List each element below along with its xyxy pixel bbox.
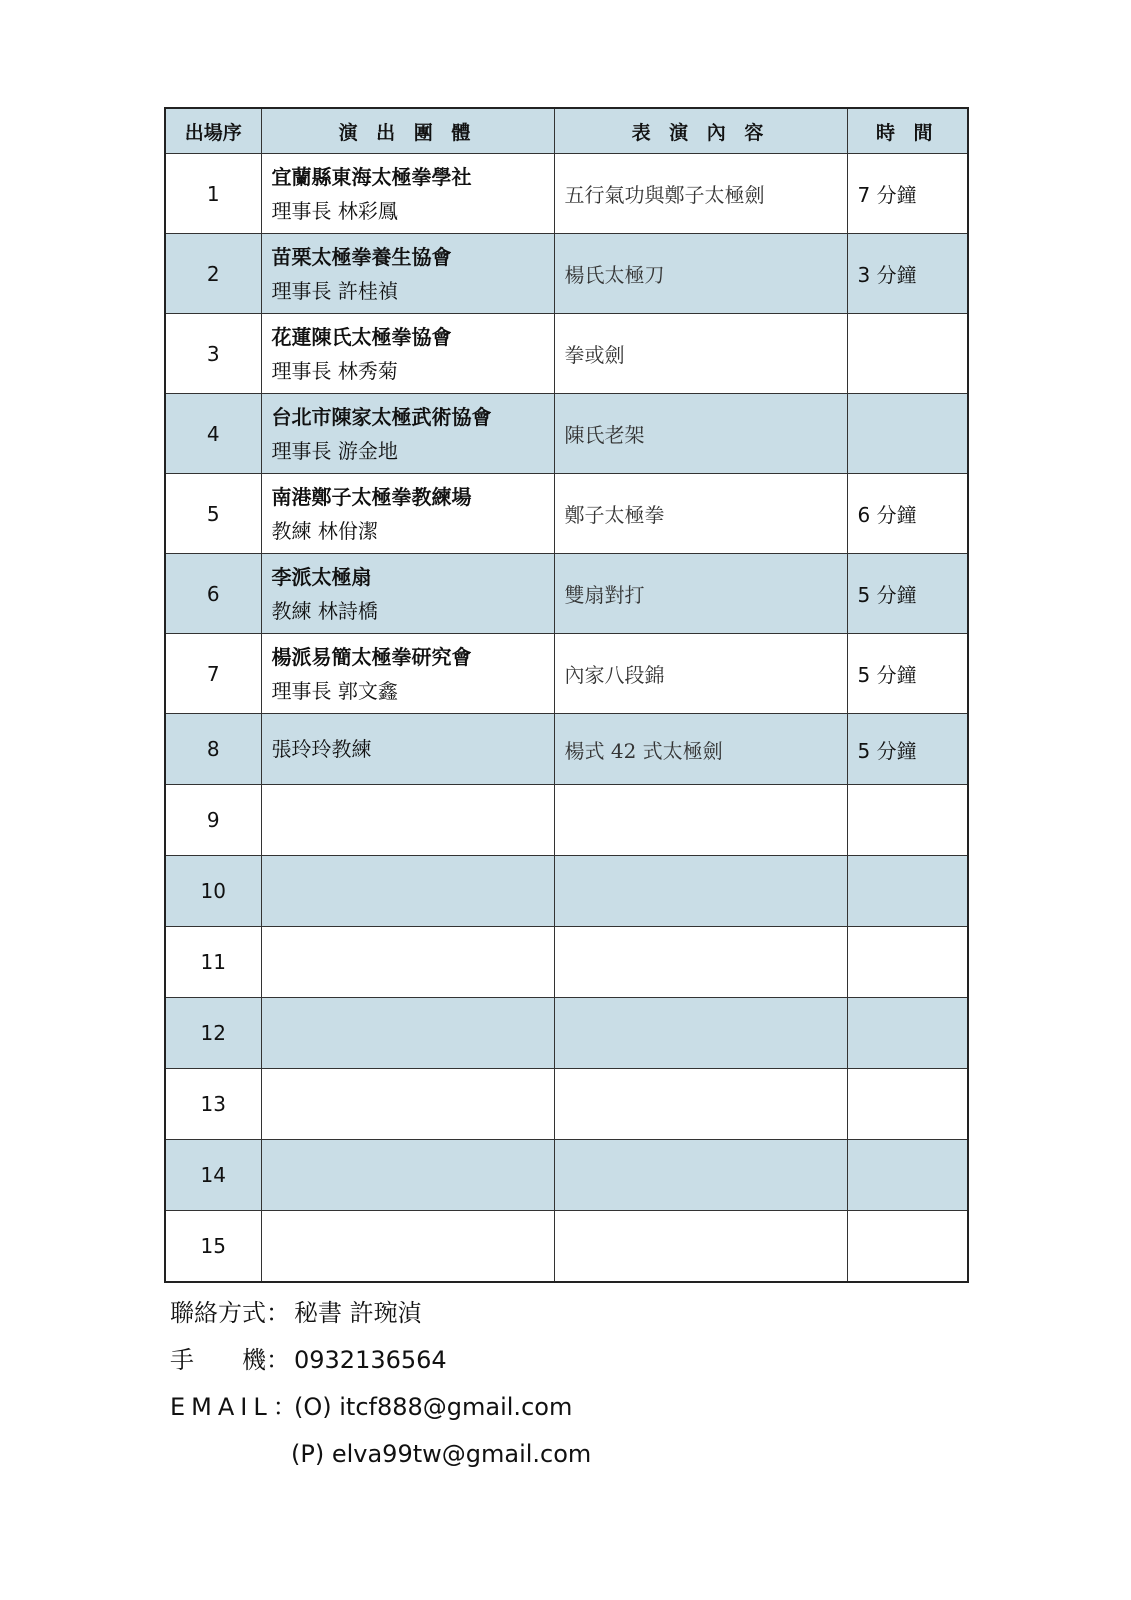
performance-schedule-table	[164, 107, 969, 1283]
group-cell	[261, 394, 554, 474]
group-cell	[261, 785, 554, 856]
table-row	[165, 154, 968, 234]
order-cell: 8	[165, 714, 261, 785]
table-header-row	[165, 108, 968, 154]
order-cell: 4	[165, 394, 261, 474]
contact-email-line-2	[170, 1431, 591, 1478]
table-row	[165, 927, 968, 998]
table-row	[165, 394, 968, 474]
contact-info	[170, 1290, 591, 1478]
time-cell	[847, 927, 968, 998]
time-cell: 5 分鐘	[847, 554, 968, 634]
order-cell: 1	[165, 154, 261, 234]
group-cell	[261, 998, 554, 1069]
order-cell: 5	[165, 474, 261, 554]
group-name: 台北市陳家太極武術協會	[271, 404, 492, 429]
table-row	[165, 634, 968, 714]
content-cell	[554, 1211, 847, 1283]
content-cell	[554, 1069, 847, 1140]
group-cell	[261, 1211, 554, 1283]
contact-person-line	[170, 1290, 591, 1337]
content-cell: 五行氣功與鄭子太極劍	[554, 154, 847, 234]
content-cell	[554, 856, 847, 927]
header-group: 演 出 團 體	[261, 108, 554, 154]
table-row	[165, 474, 968, 554]
time-cell	[847, 785, 968, 856]
order-cell: 3	[165, 314, 261, 394]
group-name: 楊派易簡太極拳研究會	[271, 644, 472, 669]
group-cell	[261, 927, 554, 998]
content-cell: 楊式 42 式太極劍	[554, 714, 847, 785]
table-row	[165, 554, 968, 634]
order-cell: 7	[165, 634, 261, 714]
time-cell: 3 分鐘	[847, 234, 968, 314]
email-label: EMAIL：	[170, 1393, 303, 1421]
order-cell: 15	[165, 1211, 261, 1283]
header-content: 表 演 內 容	[554, 108, 847, 154]
order-cell: 2	[165, 234, 261, 314]
order-cell: 13	[165, 1069, 261, 1140]
group-name: 苗栗太極拳養生協會	[271, 244, 452, 269]
content-cell: 楊氏太極刀	[554, 234, 847, 314]
group-name: 張玲玲教練	[271, 737, 372, 761]
table-row	[165, 234, 968, 314]
table-row	[165, 998, 968, 1069]
group-cell	[261, 714, 554, 785]
time-cell	[847, 1140, 968, 1211]
group-leader: 教練 林詩橋	[271, 598, 378, 623]
email-office: (O) itcf888@gmail.com	[294, 1393, 573, 1421]
order-cell: 12	[165, 998, 261, 1069]
table-row	[165, 314, 968, 394]
group-cell	[261, 234, 554, 314]
order-cell: 14	[165, 1140, 261, 1211]
content-cell	[554, 785, 847, 856]
group-leader: 理事長 林秀菊	[271, 358, 398, 383]
group-leader: 教練 林佾潔	[271, 518, 378, 543]
group-name: 李派太極扇	[271, 564, 372, 589]
group-cell	[261, 1069, 554, 1140]
contact-person: 秘書 許琬湞	[294, 1299, 422, 1327]
phone-label: 手 機：	[170, 1346, 290, 1374]
table-row	[165, 785, 968, 856]
table-row	[165, 1069, 968, 1140]
time-cell	[847, 394, 968, 474]
order-cell: 6	[165, 554, 261, 634]
group-cell	[261, 634, 554, 714]
group-cell	[261, 474, 554, 554]
content-cell: 陳氏老架	[554, 394, 847, 474]
content-cell: 拳或劍	[554, 314, 847, 394]
contact-phone-line	[170, 1337, 591, 1384]
content-cell: 雙扇對打	[554, 554, 847, 634]
phone-number: 0932136564	[294, 1346, 447, 1374]
email-personal: (P) elva99tw@gmail.com	[291, 1440, 592, 1468]
group-cell	[261, 154, 554, 234]
content-cell	[554, 927, 847, 998]
group-cell	[261, 856, 554, 927]
order-cell: 11	[165, 927, 261, 998]
time-cell: 7 分鐘	[847, 154, 968, 234]
header-order: 出場序	[165, 108, 261, 154]
table-row	[165, 1140, 968, 1211]
order-cell: 9	[165, 785, 261, 856]
header-time: 時 間	[847, 108, 968, 154]
content-cell: 鄭子太極拳	[554, 474, 847, 554]
time-cell	[847, 856, 968, 927]
table-row	[165, 714, 968, 785]
time-cell	[847, 314, 968, 394]
group-leader: 理事長 許桂禎	[271, 278, 398, 303]
order-cell: 10	[165, 856, 261, 927]
time-cell	[847, 998, 968, 1069]
group-leader: 理事長 林彩鳳	[271, 198, 398, 223]
group-leader: 理事長 游金地	[271, 438, 398, 463]
content-cell	[554, 998, 847, 1069]
group-cell	[261, 1140, 554, 1211]
group-name: 宜蘭縣東海太極拳學社	[271, 164, 472, 189]
time-cell	[847, 1211, 968, 1283]
content-cell	[554, 1140, 847, 1211]
time-cell: 6 分鐘	[847, 474, 968, 554]
time-cell	[847, 1069, 968, 1140]
group-leader: 理事長 郭文鑫	[271, 678, 398, 703]
group-cell	[261, 554, 554, 634]
time-cell: 5 分鐘	[847, 634, 968, 714]
time-cell: 5 分鐘	[847, 714, 968, 785]
table-row	[165, 1211, 968, 1283]
schedule-sheet	[164, 107, 967, 1283]
group-name: 花蓮陳氏太極拳協會	[271, 324, 452, 349]
contact-email-line	[170, 1384, 591, 1431]
group-cell	[261, 314, 554, 394]
contact-label: 聯絡方式：	[170, 1299, 290, 1327]
table-row	[165, 856, 968, 927]
group-name: 南港鄭子太極拳教練場	[271, 484, 472, 509]
content-cell: 內家八段錦	[554, 634, 847, 714]
